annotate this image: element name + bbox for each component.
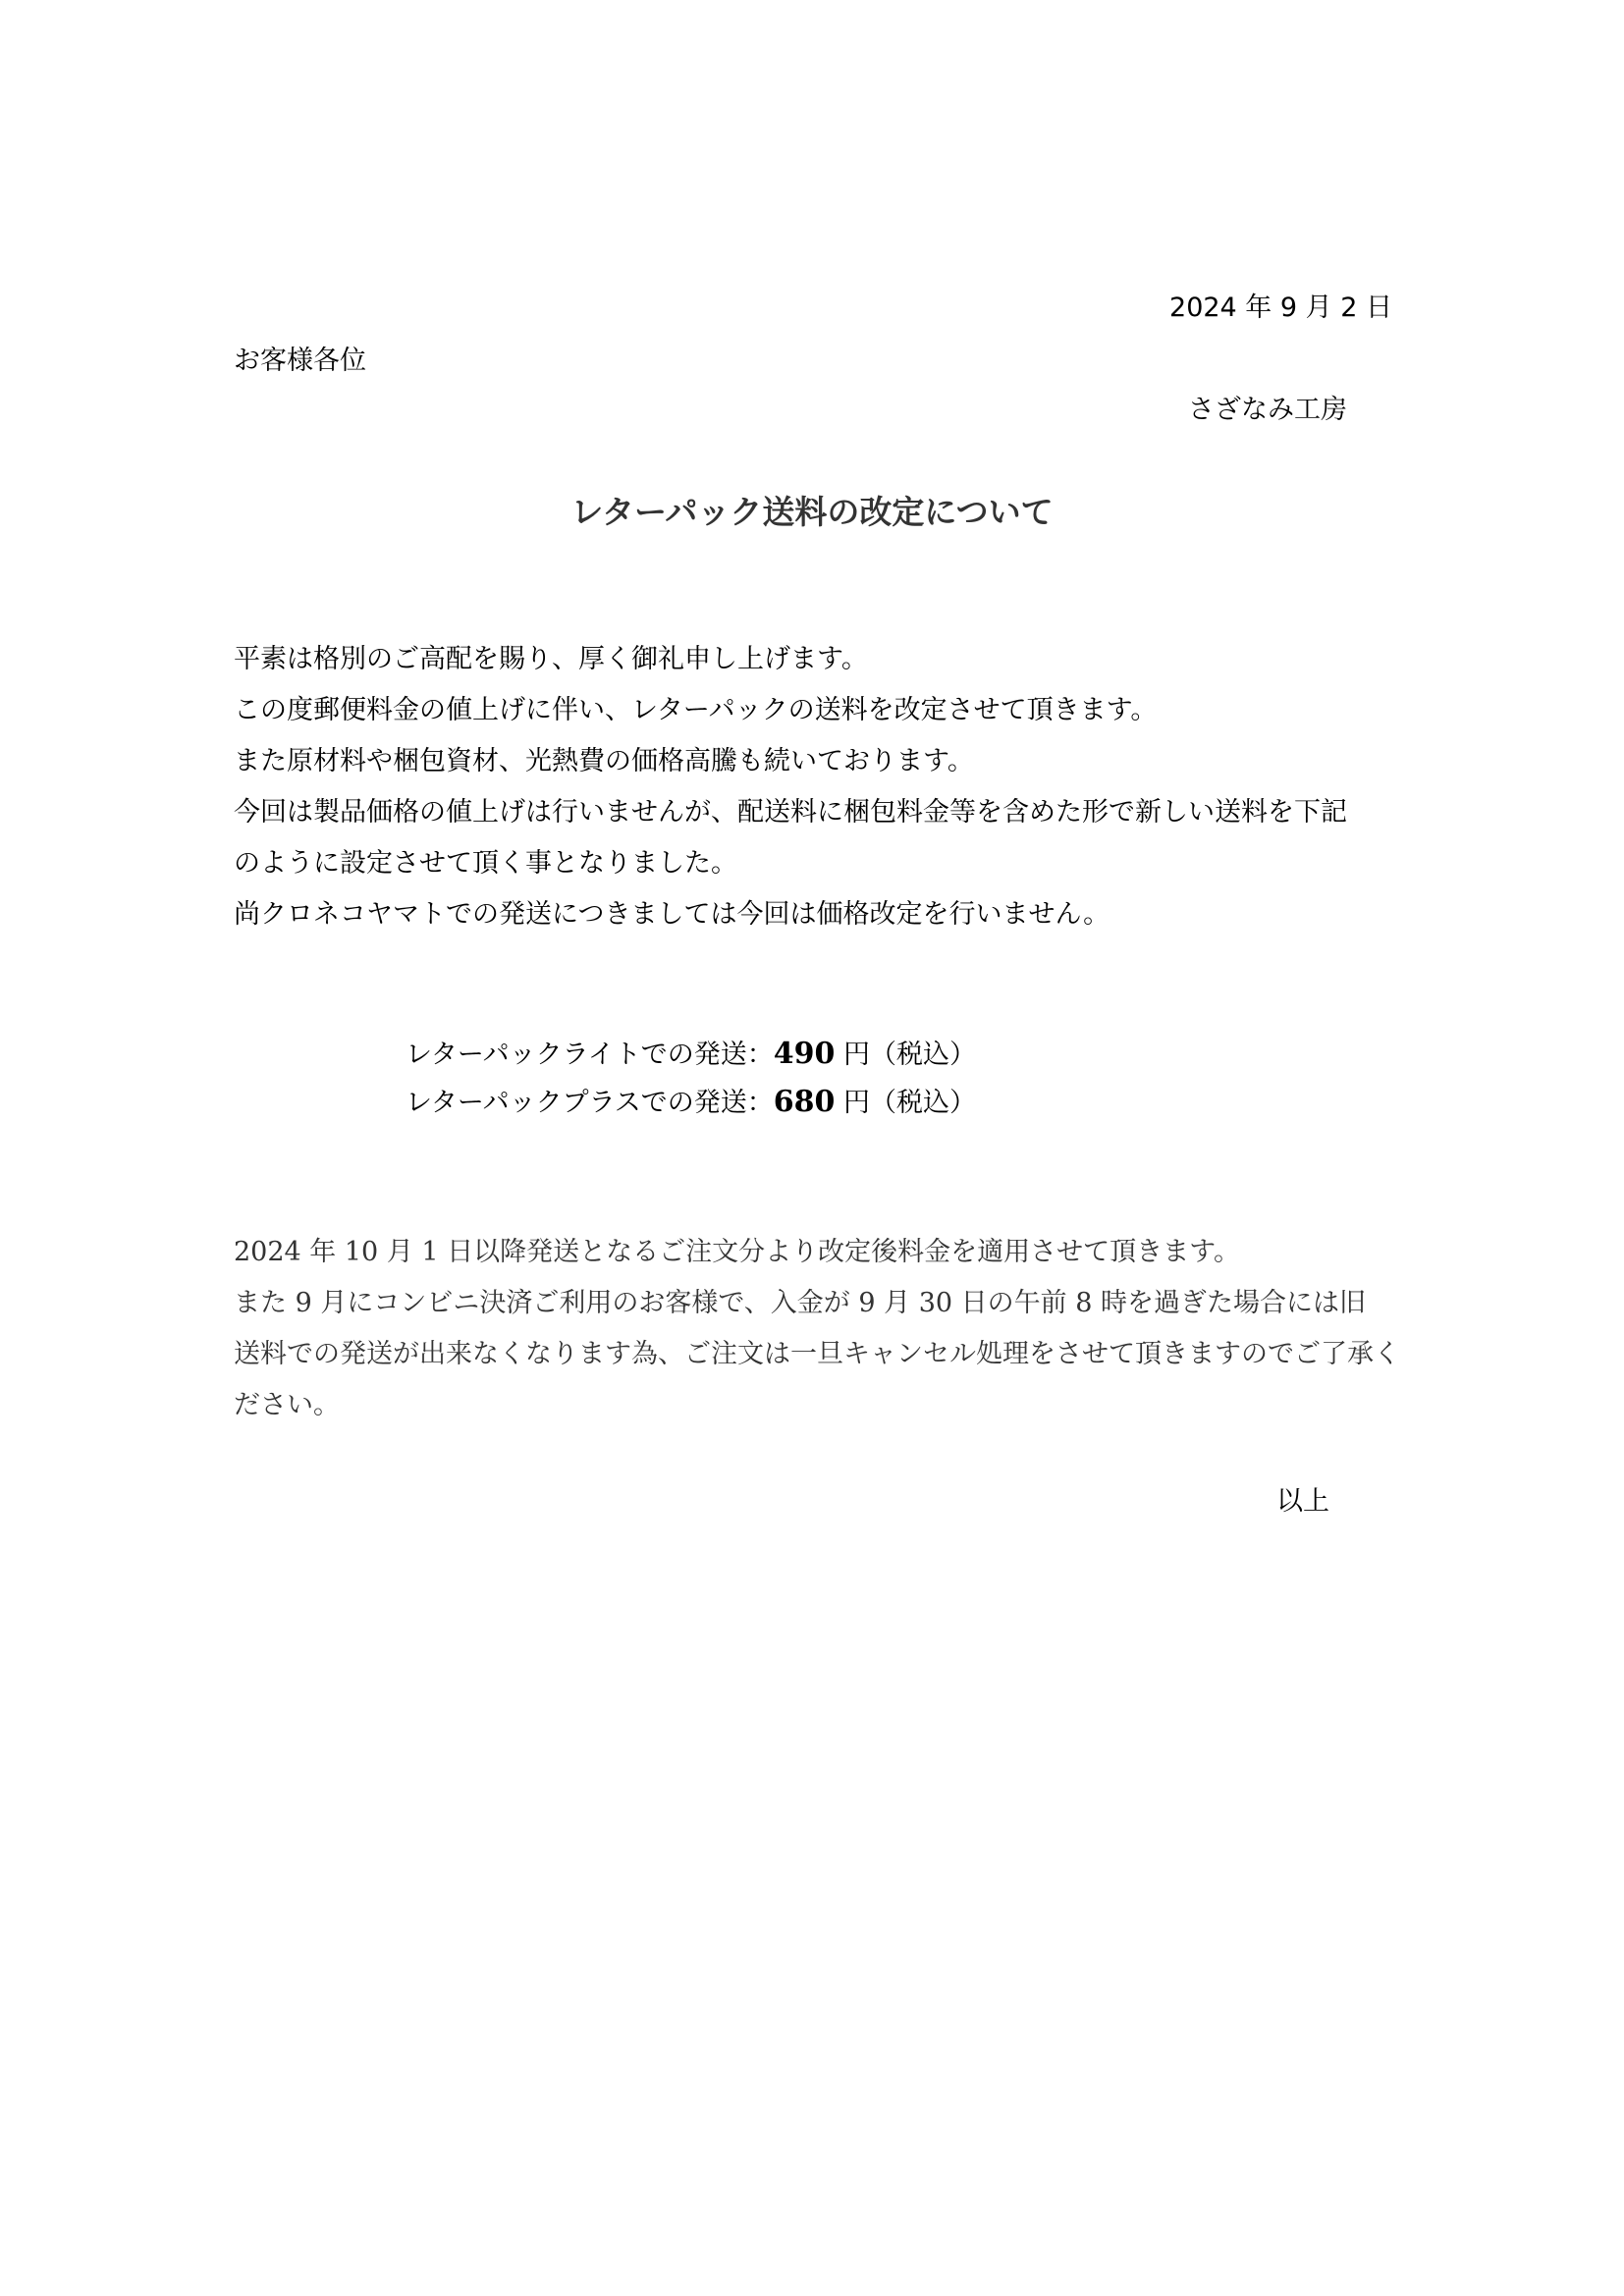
body-line: 平素は格別のご高配を賜り、厚く御礼申し上げます。 bbox=[234, 644, 868, 674]
rate-item-letterpack-light bbox=[406, 1031, 976, 1079]
notice-line: また 9 月にコンビニ決済ご利用のお客様で、入金が 9 月 30 日の午前 8 時を過ぎた場合には旧 bbox=[234, 1288, 1367, 1318]
notice-line: ださい。 bbox=[234, 1390, 340, 1420]
document-title: レターパック送料の改定について bbox=[570, 493, 1054, 531]
body-line: また原材料や梱包資材、光熱費の価格高騰も続いております。 bbox=[234, 746, 974, 776]
body-line: この度郵便料金の値上げに伴い、レターパックの送料を改定させて頂きます。 bbox=[234, 695, 1158, 725]
rate-label: レターパックライトでの発送： bbox=[406, 1040, 774, 1070]
body-line: 今回は製品価格の値上げは行いませんが、配送料に梱包料金等を含めた形で新しい送料を下記 bbox=[234, 797, 1347, 828]
rate-list bbox=[406, 1031, 976, 1127]
closing-mark: 以上 bbox=[1276, 1486, 1329, 1517]
rate-item-letterpack-plus bbox=[406, 1079, 976, 1127]
document-date: 2024 年 9 月 2 日 bbox=[1169, 293, 1392, 323]
sender-name: さざなみ工房 bbox=[1188, 395, 1347, 425]
rate-price: 680 bbox=[773, 1085, 836, 1119]
notice-paragraph bbox=[234, 1227, 1412, 1431]
rate-unit: 円（税込） bbox=[842, 1088, 976, 1118]
notice-line: 送料での発送が出来なくなります為、ご注文は一旦キャンセル処理をさせて頂きますのでご了承く bbox=[234, 1339, 1400, 1369]
rate-label: レターパックプラスでの発送： bbox=[406, 1088, 774, 1118]
body-line: 尚クロネコヤマトでの発送につきましては今回は価格改定を行いません。 bbox=[234, 899, 1110, 930]
rate-price: 490 bbox=[773, 1037, 836, 1071]
body-line: のように設定させて頂く事となりました。 bbox=[234, 848, 737, 879]
body-paragraph bbox=[234, 634, 1412, 940]
notice-line: 2024 年 10 月 1 日以降発送となるご注文分より改定後料金を適用させて頂きます。 bbox=[234, 1237, 1240, 1267]
addressee: お客様各位 bbox=[234, 346, 366, 376]
rate-unit: 円（税込） bbox=[842, 1040, 976, 1070]
